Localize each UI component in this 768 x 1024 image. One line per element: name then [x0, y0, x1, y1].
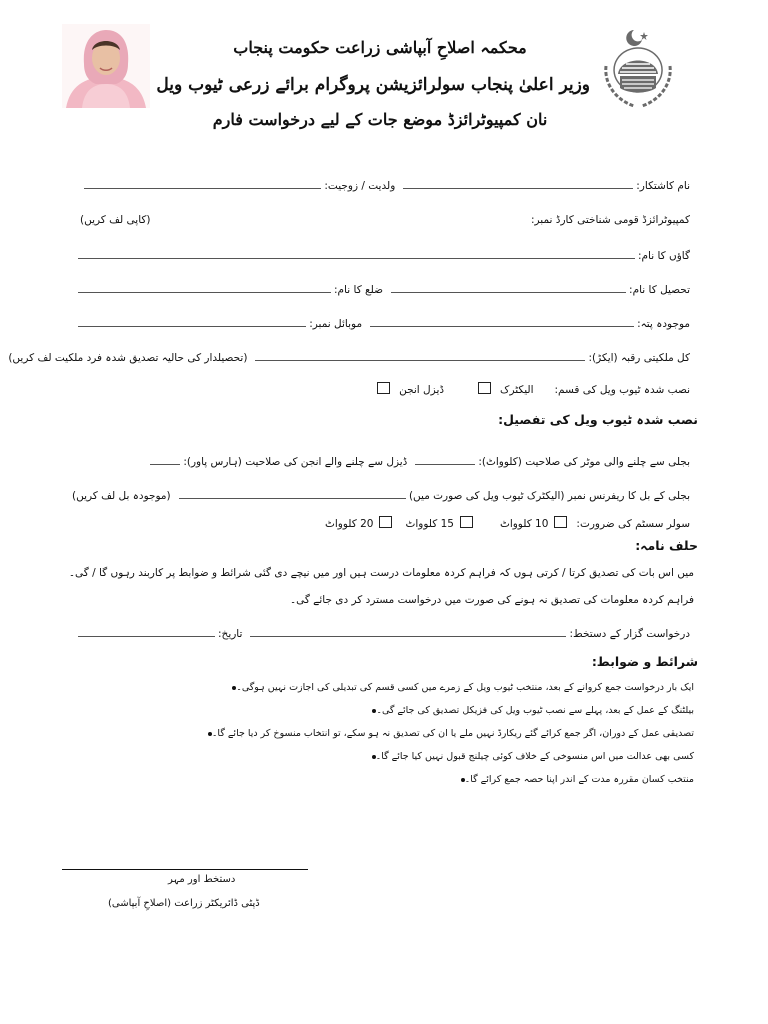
electric-option-label: الیکٹرک	[500, 384, 534, 396]
bullet-icon	[208, 732, 212, 736]
row-cnic	[60, 202, 690, 226]
motor-capacity-field[interactable]	[415, 464, 475, 465]
tehsil-field[interactable]	[391, 292, 626, 293]
row-signature	[60, 616, 690, 640]
address-field[interactable]	[370, 326, 634, 327]
farmer-name-label: نام کاشتکار:	[636, 180, 690, 192]
kw20-label: 20 کلوواٹ	[324, 518, 374, 530]
program-title: وزیر اعلیٰ پنجاب سولرائزیشن پروگرام برائے زرعی ٹیوب ویل	[156, 75, 590, 95]
parentage-field[interactable]	[84, 188, 321, 189]
engine-capacity-field[interactable]	[150, 464, 180, 465]
list-item	[134, 676, 694, 699]
kw20-checkbox[interactable]	[379, 516, 392, 528]
date-field[interactable]	[78, 636, 215, 637]
terms-heading: شرائط و ضوابط:	[591, 654, 698, 669]
mobile-field[interactable]	[78, 326, 306, 327]
village-label: گاؤں کا نام:	[637, 250, 690, 262]
kw15-label: 15 کلوواٹ	[405, 518, 454, 530]
term-text: منتخب کسان مقررہ مدت کے اندر اپنا حصہ جمع کرائے گا۔	[464, 774, 694, 785]
diesel-checkbox[interactable]	[377, 382, 390, 394]
kw15-checkbox[interactable]	[460, 516, 473, 528]
cnic-note: (کاپی لف کریں)	[80, 214, 151, 226]
cnic-label: کمپیوٹرائزڈ قومی شناختی کارڈ نمبر:	[530, 214, 690, 226]
solar-need-label: سولر سسٹم کی ضرورت:	[576, 518, 690, 530]
address-label: موجودہ پتہ:	[637, 318, 690, 330]
term-text: کسی بھی عدالت میں اس منسوخی کے خلاف کوئی چیلنج قبول نہیں کیا جائے گا۔	[375, 751, 694, 762]
list-item	[134, 768, 694, 791]
kw10-checkbox[interactable]	[554, 516, 567, 528]
row-land-area	[8, 340, 690, 364]
tubewell-type-label: نصب شدہ ٹیوب ویل کی قسم:	[554, 384, 690, 396]
electric-checkbox[interactable]	[478, 382, 491, 394]
parentage-label: ولدیت / زوجیت:	[324, 180, 396, 192]
officer-signature-line[interactable]	[62, 869, 308, 870]
bullet-icon	[461, 778, 465, 782]
date-label: تاریخ:	[218, 628, 243, 640]
land-area-field[interactable]	[255, 360, 585, 361]
tubewell-details-heading: نصب شدہ ٹیوب ویل کی تفصیل:	[498, 412, 698, 427]
diesel-option-label: ڈیزل انجن	[399, 384, 445, 396]
bullet-icon	[372, 755, 376, 759]
form-title: نان کمپیوٹرائزڈ موضع جات کے لیے درخواست فارم	[212, 110, 548, 129]
farmer-name-field[interactable]	[403, 188, 633, 189]
mobile-label: موبائل نمبر:	[309, 318, 363, 330]
row-village	[60, 238, 690, 262]
terms-list	[134, 676, 694, 791]
land-area-note: (تحصیلدار کی حالیہ تصدیق شدہ فرد ملکیت لف کریں)	[8, 352, 248, 364]
village-field[interactable]	[78, 258, 635, 259]
government-punjab-logo	[600, 26, 676, 112]
department-title: محکمہ اصلاحِ آبپاشی زراعت حکومت پنجاب	[233, 38, 527, 57]
district-field[interactable]	[78, 292, 331, 293]
list-item	[134, 722, 694, 745]
affidavit-text: میں اس بات کی تصدیق کرتا / کرتی ہوں کہ فراہم کردہ معلومات درست ہیں اور میں نیچے دی گئی شرائط و ضوابط پر کاربند رہوں گا / گی۔ فراہم کردہ معلومات کی تصدیق نہ ہونے کی صورت میں درخواست مسترد کر دی جائے گی۔	[68, 567, 694, 606]
tehsil-label: تحصیل کا نام:	[629, 284, 690, 296]
row-tubewell-type	[60, 372, 690, 396]
engine-capacity-label: ڈیزل سے چلنے والے انجن کی صلاحیت (ہارس پاور):	[183, 456, 408, 468]
bill-note: (موجودہ بل لف کریں)	[72, 490, 171, 502]
land-area-label: کل ملکیتی رقبہ (ایکڑ):	[588, 352, 690, 364]
kw10-label: 10 کلوواٹ	[499, 518, 549, 530]
affidavit-heading: حلف نامہ:	[635, 538, 698, 553]
row-address	[60, 306, 690, 330]
district-label: ضلع کا نام:	[334, 284, 384, 296]
list-item	[134, 745, 694, 768]
applicant-signature-label: درخواست گزار کے دستخط:	[569, 628, 690, 640]
applicant-signature-field[interactable]	[250, 636, 566, 637]
chief-minister-portrait	[62, 24, 150, 108]
row-tehsil	[60, 272, 690, 296]
bill-reference-field[interactable]	[179, 498, 406, 499]
bullet-icon	[232, 686, 236, 690]
motor-capacity-label: بجلی سے چلنے والی موٹر کی صلاحیت (کلوواٹ):	[478, 456, 690, 468]
row-farmer-name	[60, 168, 690, 192]
sign-stamp-label: دستخط اور مہر	[168, 874, 236, 885]
row-bill-reference	[60, 478, 690, 502]
bill-reference-label: بجلی کے بل کا ریفرنس نمبر (الیکٹرک ٹیوب ویل کی صورت میں)	[408, 490, 690, 502]
row-capacity	[60, 444, 690, 468]
term-text: ایک بار درخواست جمع کروانے کے بعد، منتخب ٹیوب ویل کے زمرے میں کسی قسم کی تبدیلی کی اجازت نہیں ہوگی۔	[236, 682, 694, 693]
bullet-icon	[372, 709, 376, 713]
term-text: تصدیقی عمل کے دوران، اگر جمع کرائے گئے ریکارڈ نہیں ملے یا ان کی تصدیق نہ ہو سکے، تو انتخاب منسوخ کر دیا جائے گا۔	[211, 728, 694, 739]
officer-designation: ڈپٹی ڈائریکٹر زراعت (اصلاحِ آبپاشی)	[108, 898, 260, 909]
list-item	[134, 699, 694, 722]
row-solar-need	[60, 506, 690, 530]
term-text: بیلٹنگ کے عمل کے بعد، پہلے سے نصب ٹیوب ویل کی فزیکل تصدیق کی جائے گی۔	[376, 705, 694, 716]
